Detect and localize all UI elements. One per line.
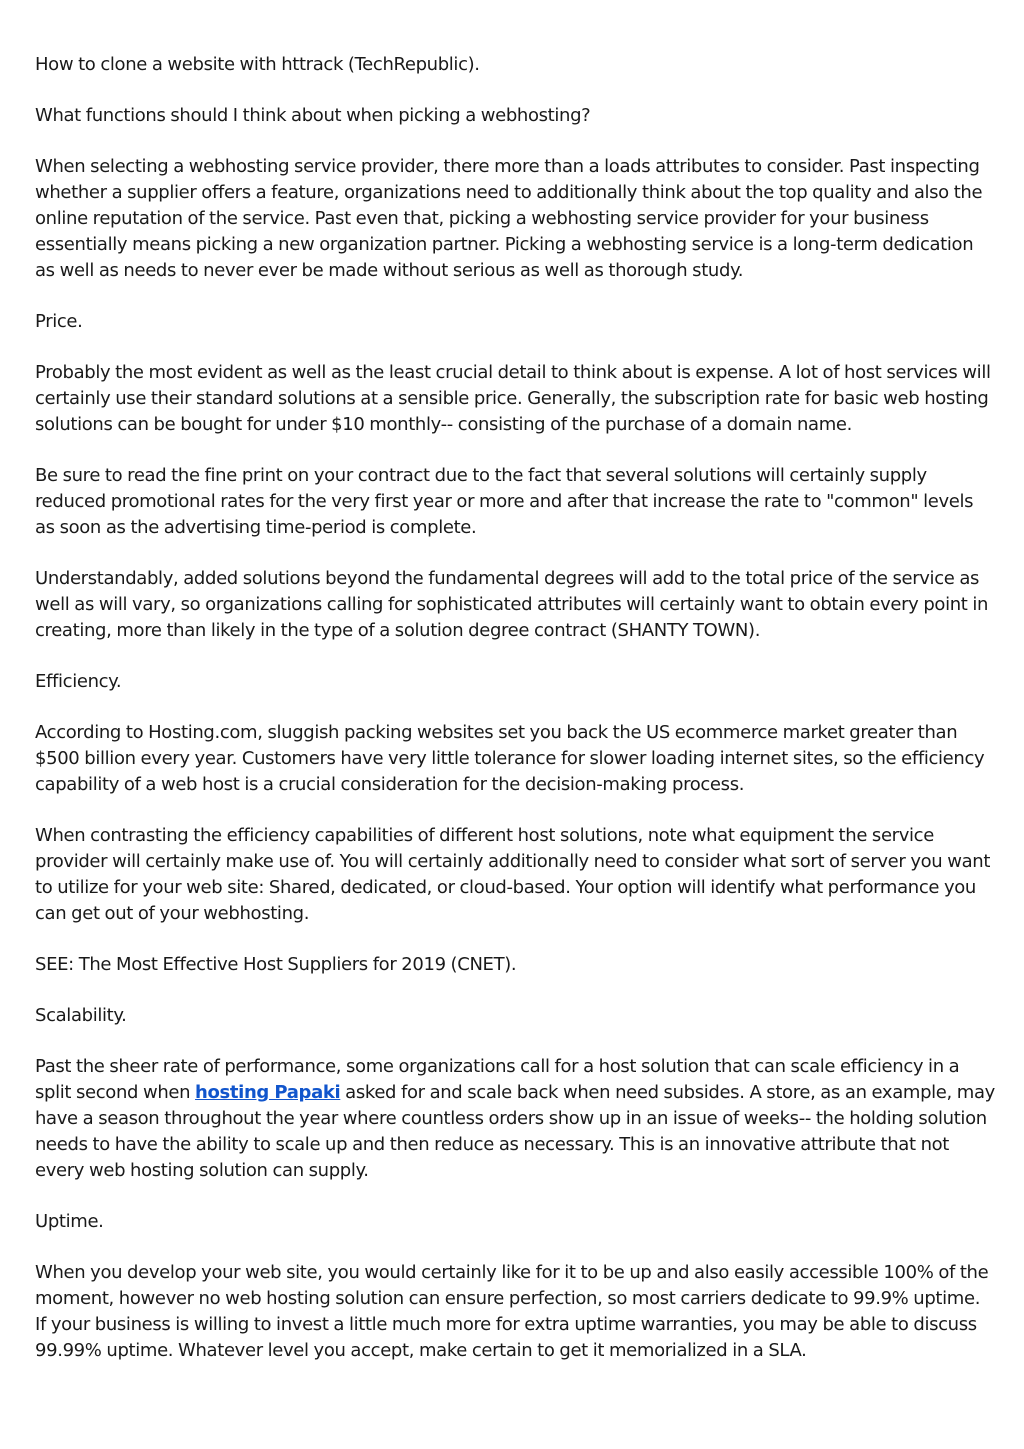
section-heading-price: Price.	[35, 311, 83, 332]
scalability-text-after: asked for and scale back when need subsides. A store, as an example, may have a season throughout the year where countless orders show up in an issue of weeks-- the holding solution needs to have the ability to scale up and then reduce as necessary. This is an innovative attribute that not every web hosting solution can supply.	[35, 1082, 995, 1181]
section-heading-scalability: Scalability.	[35, 1005, 127, 1026]
intro-reference: How to clone a website with httrack (TechRepublic).	[35, 54, 480, 75]
scalability-text-before: Past the sheer rate of performance, some organizations call for a host solution that can scale efficiency in a split second when	[35, 1056, 960, 1103]
uptime-paragraph: When you develop your web site, you would certainly like for it to be up and also easily accessible 100% of the moment, however no web hosting solution can ensure perfection, so most carriers dedicate to 99.9% uptime. If your business is willing to invest a little much more for extra uptime warranties, you may be able to discuss 99.99% uptime. Whatever level you accept, make certain to get it memorialized in a SLA.	[35, 1262, 989, 1361]
section-heading-efficiency: Efficiency.	[35, 671, 122, 692]
hosting-papaki-link[interactable]: hosting Papaki	[195, 1082, 341, 1103]
efficiency-paragraph-1: According to Hosting.com, sluggish packing websites set you back the US ecommerce market greater than $500 billion every year. Customers have very little tolerance for slower loading internet sites, so the efficiency capability of a web host is a crucial consideration for the decision-making process.	[35, 722, 985, 795]
document-page	[35, 52, 995, 1389]
price-paragraph-1: Probably the most evident as well as the least crucial detail to think about is expense. A lot of host services will certainly use their standard solutions at a sensible price. Generally, the subscription rate for basic web hosting solutions can be bought for under $10 monthly-- consisting of the purchase of a domain name.	[35, 362, 991, 435]
section-heading-uptime: Uptime.	[35, 1211, 104, 1232]
efficiency-paragraph-2: When contrasting the efficiency capabilities of different host solutions, note what equipment the service provider will certainly make use of. You will certainly additionally need to consider what sort of server you want to utilize for your web site: Shared, dedicated, or cloud-based. Your option will identify what performance you can get out of your webhosting.	[35, 825, 991, 924]
question-heading: What functions should I think about when picking a webhosting?	[35, 105, 591, 126]
see-reference: SEE: The Most Effective Host Suppliers for 2019 (CNET).	[35, 954, 517, 975]
price-paragraph-3: Understandably, added solutions beyond the fundamental degrees will add to the total price of the service as well as will vary, so organizations calling for sophisticated attributes will certainly want to obtain every point in creating, more than likely in the type of a solution degree contract (SHANTY TOWN).	[35, 568, 989, 641]
scalability-paragraph	[35, 1054, 995, 1184]
price-paragraph-2: Be sure to read the fine print on your contract due to the fact that several solutions will certainly supply reduced promotional rates for the very first year or more and after that increase the rate to "common" levels as soon as the advertising time-period is complete.	[35, 465, 974, 538]
intro-paragraph: When selecting a webhosting service provider, there more than a loads attributes to consider. Past inspecting whether a supplier offers a feature, organizations need to additionally think about the top quality and also the online reputation of the service. Past even that, picking a webhosting service provider for your business essentially means picking a new organization partner. Picking a webhosting service is a long-term dedication as well as needs to never ever be made without serious as well as thorough study.	[35, 156, 983, 281]
